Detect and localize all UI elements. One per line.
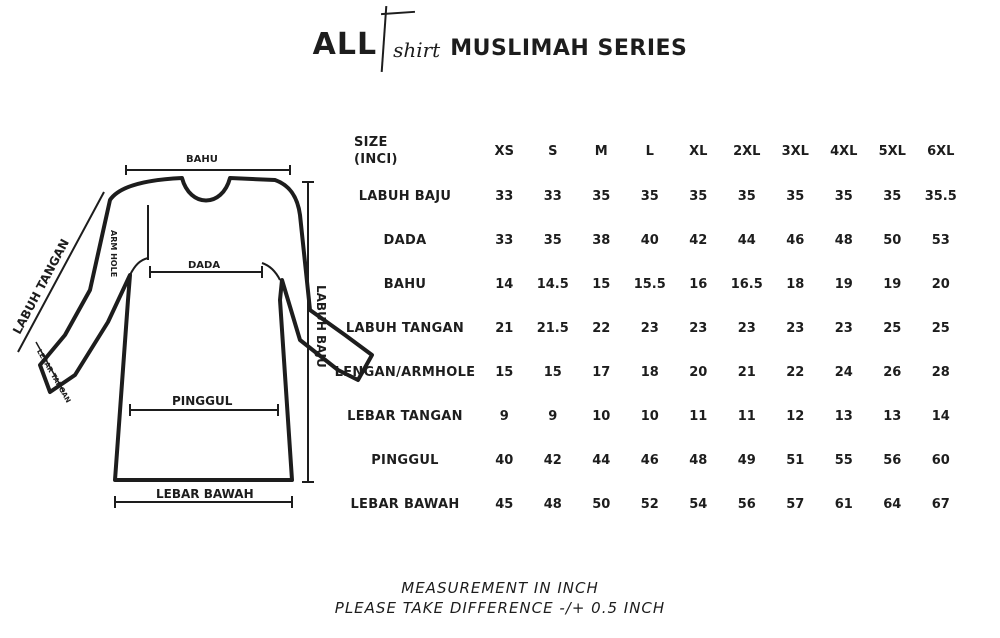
table-cell: 14 bbox=[931, 408, 950, 424]
size-header-cell: 4XL bbox=[830, 143, 858, 159]
row-label: DADA bbox=[383, 232, 427, 248]
table-row bbox=[330, 482, 1000, 526]
row-label: LABUH TANGAN bbox=[345, 320, 465, 336]
table-cell: 55 bbox=[834, 452, 853, 468]
table-cell: 61 bbox=[834, 496, 853, 512]
table-cell: 9 bbox=[499, 408, 509, 424]
label-arm-hole: ARM HOLE bbox=[109, 230, 118, 278]
table-cell: 23 bbox=[834, 320, 853, 336]
table-cell: 21 bbox=[737, 364, 756, 380]
label-pinggul: PINGGUL bbox=[172, 394, 233, 408]
size-table-body bbox=[330, 174, 1000, 526]
table-cell: 20 bbox=[931, 276, 950, 292]
row-label: BAHU bbox=[383, 276, 427, 292]
table-cell: 9 bbox=[548, 408, 558, 424]
table-cell: 46 bbox=[640, 452, 659, 468]
table-cell: 15 bbox=[543, 364, 562, 380]
table-cell: 25 bbox=[883, 320, 902, 336]
table-cell: 35 bbox=[592, 188, 611, 204]
table-cell: 35 bbox=[543, 232, 562, 248]
size-header-cell: M bbox=[594, 143, 608, 159]
table-row bbox=[330, 394, 1000, 438]
table-cell: 48 bbox=[689, 452, 708, 468]
table-cell: 17 bbox=[592, 364, 611, 380]
table-cell: 44 bbox=[592, 452, 611, 468]
table-cell: 33 bbox=[543, 188, 562, 204]
table-cell: 56 bbox=[883, 452, 902, 468]
table-cell: 16.5 bbox=[730, 276, 763, 292]
footer-line-1: MEASUREMENT IN INCH bbox=[401, 579, 599, 597]
table-cell: 64 bbox=[883, 496, 902, 512]
size-header-cell: L bbox=[645, 143, 654, 159]
table-cell: 42 bbox=[689, 232, 708, 248]
label-dada: DADA bbox=[188, 260, 221, 271]
table-cell: 21 bbox=[495, 320, 514, 336]
table-cell: 23 bbox=[786, 320, 805, 336]
table-cell: 26 bbox=[883, 364, 902, 380]
size-header-cell: 2XL bbox=[733, 143, 761, 159]
table-cell: 56 bbox=[737, 496, 756, 512]
table-cell: 19 bbox=[883, 276, 902, 292]
title-series: MUSLIMAH SERIES bbox=[450, 36, 688, 61]
table-cell: 12 bbox=[786, 408, 805, 424]
shirt-diagram bbox=[0, 130, 380, 520]
table-cell: 50 bbox=[592, 496, 611, 512]
size-header-label: SIZE (INCI) bbox=[354, 135, 398, 167]
table-cell: 13 bbox=[834, 408, 853, 424]
size-header-cell: 5XL bbox=[878, 143, 906, 159]
label-labuh-tangan: LABUH TANGAN bbox=[10, 236, 73, 337]
table-cell: 42 bbox=[543, 452, 562, 468]
label-bahu: BAHU bbox=[186, 154, 218, 165]
row-label: LEBAR BAWAH bbox=[350, 496, 460, 512]
table-row bbox=[330, 438, 1000, 482]
table-cell: 50 bbox=[883, 232, 902, 248]
row-label: LEBAR TANGAN bbox=[347, 408, 463, 424]
table-cell: 23 bbox=[689, 320, 708, 336]
size-table bbox=[330, 128, 1000, 526]
table-cell: 45 bbox=[495, 496, 514, 512]
table-cell: 15 bbox=[495, 364, 514, 380]
table-cell: 60 bbox=[931, 452, 950, 468]
title-script: shirt bbox=[381, 40, 440, 60]
table-cell: 48 bbox=[543, 496, 562, 512]
row-label: LENGAN/ARMHOLE bbox=[334, 364, 476, 380]
table-cell: 33 bbox=[495, 188, 514, 204]
table-cell: 23 bbox=[640, 320, 659, 336]
table-cell: 51 bbox=[786, 452, 805, 468]
size-header-row bbox=[330, 128, 1000, 174]
table-cell: 25 bbox=[931, 320, 950, 336]
table-cell: 35.5 bbox=[924, 188, 957, 204]
table-cell: 24 bbox=[834, 364, 853, 380]
table-cell: 40 bbox=[495, 452, 514, 468]
table-cell: 16 bbox=[689, 276, 708, 292]
table-row bbox=[330, 218, 1000, 262]
table-cell: 54 bbox=[689, 496, 708, 512]
size-header-cell: XS bbox=[494, 143, 514, 159]
table-row bbox=[330, 350, 1000, 394]
title-brand: ALL bbox=[312, 27, 378, 62]
footer-note bbox=[0, 578, 1000, 618]
table-row bbox=[330, 306, 1000, 350]
table-cell: 48 bbox=[834, 232, 853, 248]
table-cell: 22 bbox=[786, 364, 805, 380]
table-cell: 38 bbox=[592, 232, 611, 248]
table-cell: 35 bbox=[737, 188, 756, 204]
table-cell: 35 bbox=[640, 188, 659, 204]
label-lebar-tangan: LEBAR TANGAN bbox=[35, 348, 73, 405]
table-cell: 22 bbox=[592, 320, 611, 336]
table-cell: 19 bbox=[834, 276, 853, 292]
table-cell: 21.5 bbox=[536, 320, 569, 336]
table-cell: 13 bbox=[883, 408, 902, 424]
row-label: PINGGUL bbox=[371, 452, 439, 468]
size-header-cell: 3XL bbox=[781, 143, 809, 159]
table-cell: 40 bbox=[640, 232, 659, 248]
table-cell: 52 bbox=[640, 496, 659, 512]
table-cell: 35 bbox=[689, 188, 708, 204]
table-cell: 33 bbox=[495, 232, 514, 248]
label-lebar-bawah: LEBAR BAWAH bbox=[156, 487, 254, 501]
table-cell: 15 bbox=[592, 276, 611, 292]
table-row bbox=[330, 262, 1000, 306]
table-cell: 53 bbox=[931, 232, 950, 248]
table-cell: 15.5 bbox=[633, 276, 666, 292]
table-cell: 35 bbox=[786, 188, 805, 204]
footer-line-2: PLEASE TAKE DIFFERENCE -/+ 0.5 INCH bbox=[334, 599, 666, 617]
table-cell: 23 bbox=[737, 320, 756, 336]
size-header-cell: S bbox=[548, 143, 558, 159]
table-cell: 67 bbox=[931, 496, 950, 512]
table-cell: 11 bbox=[689, 408, 708, 424]
size-header-cell: 6XL bbox=[927, 143, 955, 159]
label-labuh-baju: LABUH BAJU bbox=[314, 285, 328, 368]
table-cell: 10 bbox=[592, 408, 611, 424]
table-cell: 28 bbox=[931, 364, 950, 380]
table-cell: 44 bbox=[737, 232, 756, 248]
page-title bbox=[0, 27, 1000, 62]
table-cell: 18 bbox=[786, 276, 805, 292]
table-row bbox=[330, 174, 1000, 218]
size-header-cell: XL bbox=[689, 143, 708, 159]
table-cell: 14 bbox=[495, 276, 514, 292]
table-cell: 35 bbox=[883, 188, 902, 204]
row-label: LABUH BAJU bbox=[358, 188, 452, 204]
table-cell: 18 bbox=[640, 364, 659, 380]
table-cell: 14.5 bbox=[536, 276, 569, 292]
table-cell: 10 bbox=[640, 408, 659, 424]
table-cell: 57 bbox=[786, 496, 805, 512]
table-cell: 11 bbox=[737, 408, 756, 424]
table-cell: 35 bbox=[834, 188, 853, 204]
table-cell: 49 bbox=[737, 452, 756, 468]
table-cell: 46 bbox=[786, 232, 805, 248]
table-cell: 20 bbox=[689, 364, 708, 380]
